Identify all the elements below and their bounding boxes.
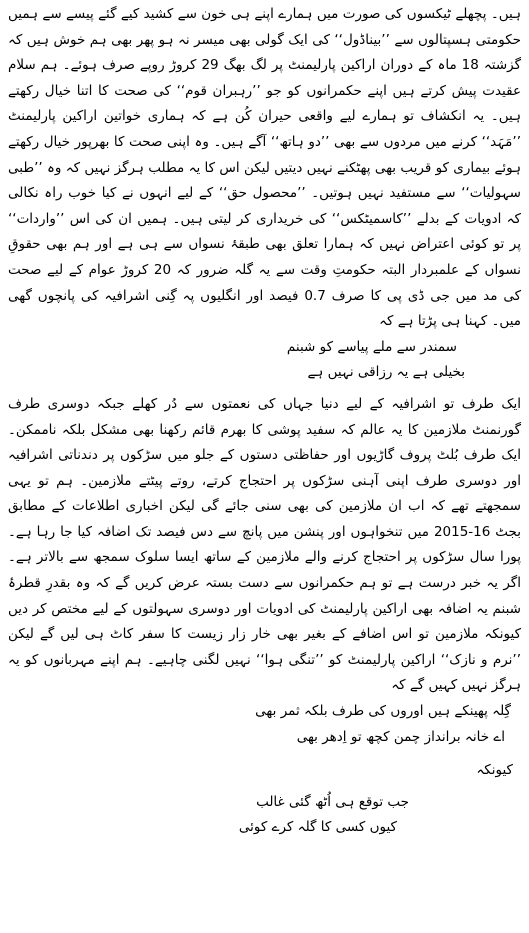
poetry-couplet	[8, 790, 521, 841]
poetry-couplet	[8, 335, 521, 386]
verse-line: جب توقع ہی اُٹھ گئی غالب	[256, 793, 409, 810]
verse-line: اے خانہ برانداز چمن کچھ تو اِدھر بھی	[296, 728, 505, 745]
poetry-couplet	[8, 699, 521, 750]
verse-line: گِلہ پھینکے ہیں اوروں کی طرف بلکہ ثمر بھی	[255, 703, 511, 720]
verse-line: بخیلی ہے یہ رزاقی نہیں ہے	[307, 364, 465, 381]
verse-line: کیوں کسی کا گلہ کرے کوئی	[238, 819, 397, 836]
article-paragraph: ہیں۔ پچھلے ٹیکسوں کی صورت میں ہمارے اپنے ہی خون سے کشید کیے گئے پیسے سے ہمیں حکومتی ہسپتالوں سے ’’بیناڈول‘‘ کی ایک گولی بھی میسر نہ ہو پھر بھی ہم خوش ہیں کہ گزشتہ 18 ماہ کے دوران اراکین پارلیمنٹ پر لگ بھگ 29 کروڑ روپے صرف ہوئے۔ ہم سلام عقیدت پیش کرتے ہیں اپنے حکمرانوں کو جو ’’رہبران قوم‘‘ کی صحت کا اتنا خیال رکھتے ہیں۔ یہ انکشاف تو ہمارے لیے واقعی حیران کُن ہے کہ ہماری خواتین اراکین پارلیمنٹ ’’مَہَد‘‘ کرنے میں مردوں سے بھی ’’دو ہاتھ‘‘ آگے ہیں۔ وہ اپنی صحت کا بھرپور خیال رکھتے ہوئے بیماری کو قریب بھی پھٹکنے نہیں دیتیں لیکن اس کا یہ مطلب ہرگز نہیں کہ وہ ’’طبی سہولیات‘‘ سے مستفید نہیں ہوتیں۔ ’’محصول حق‘‘ کے لیے انہوں نے کیا خوب راہ نکالی کہ ادویات کے بدلے ’’کاسمیٹکس‘‘ کی خریداری کر لیتی ہیں۔ ہمیں ان کی اس ’’واردات‘‘ پر تو کوئی اعتراض نہیں کہ ہمارا تعلق بھی طبقۂ نسواں سے ہی ہے اور ہم بھی حقوقِ نسواں کے علمبردار البتہ حکومتِ وقت سے یہ گلہ ضرور کہ 20 کروڑ عوام کے لیے صحت کی مد میں جی ڈی پی کا صرف 0.7 فیصد اور انگلیوں پہ گِنی اشرافیہ کی پانچوں گھی میں۔ کہنا ہی پڑتا ہے کہ	[8, 6, 522, 330]
connector-word: کیونکہ	[476, 762, 513, 779]
article-paragraph: ایک طرف تو اشرافیہ کے لیے دنیا جہاں کی نعمتوں سے دُر کھلے جبکہ دوسری طرف گورنمنٹ ملازمین کا یہ عالم کہ سفید پوشی کا بھرم قائم رکھنا بھی مشکل بلکہ ناممکن۔ ایک طرف بُلٹ پروف گاڑیوں اور حفاظتی دستوں کے جلو میں سڑکوں پر دندناتی اشرافیہ اور دوسری طرف اپنی آہنی سڑکوں پر احتجاج کرتے، روتے پیٹتے ملازمین۔ ہم تو یہی سمجھتے تھے کہ اب ان ملازمین کی بھی سنی جائے گی لیکن اخباری اطلاعات کے مطابق بجٹ 16-2015 میں تنخواہوں اور پنشن میں پانچ سے دس فیصد تک اضافہ کیا جا رہا ہے۔ پورا سال سڑکوں پر احتجاج کرنے والے ملازمین کے ساتھ ایسا سلوک سمجھ سے بالاتر ہے۔ اگر یہ خبر درست ہے تو ہم حکمرانوں سے دست بستہ عرض کریں گے کہ وہ بقدرِ قطرۂ شبنم یہ اضافہ بھی اراکین پارلیمنٹ کی ادویات اور دوسری سہولتوں کے لیے مختص کر دیں کیونکہ ملازمین تو اس اضافے کے بغیر بھی خار زار زیست کا سفر کاٹ ہی لیں گے لیکن ’’نرم و نازک‘‘ اراکین پارلیمنٹ کو ’’تنگی ہوا‘‘ نہیں لگنی چاہیے۔ ہم اپنے مہربانوں کو یہ ہرگز نہیں کہیں گے کہ	[8, 395, 521, 694]
verse-line: سمندر سے ملے پیاسے کو شبنم	[286, 338, 457, 355]
